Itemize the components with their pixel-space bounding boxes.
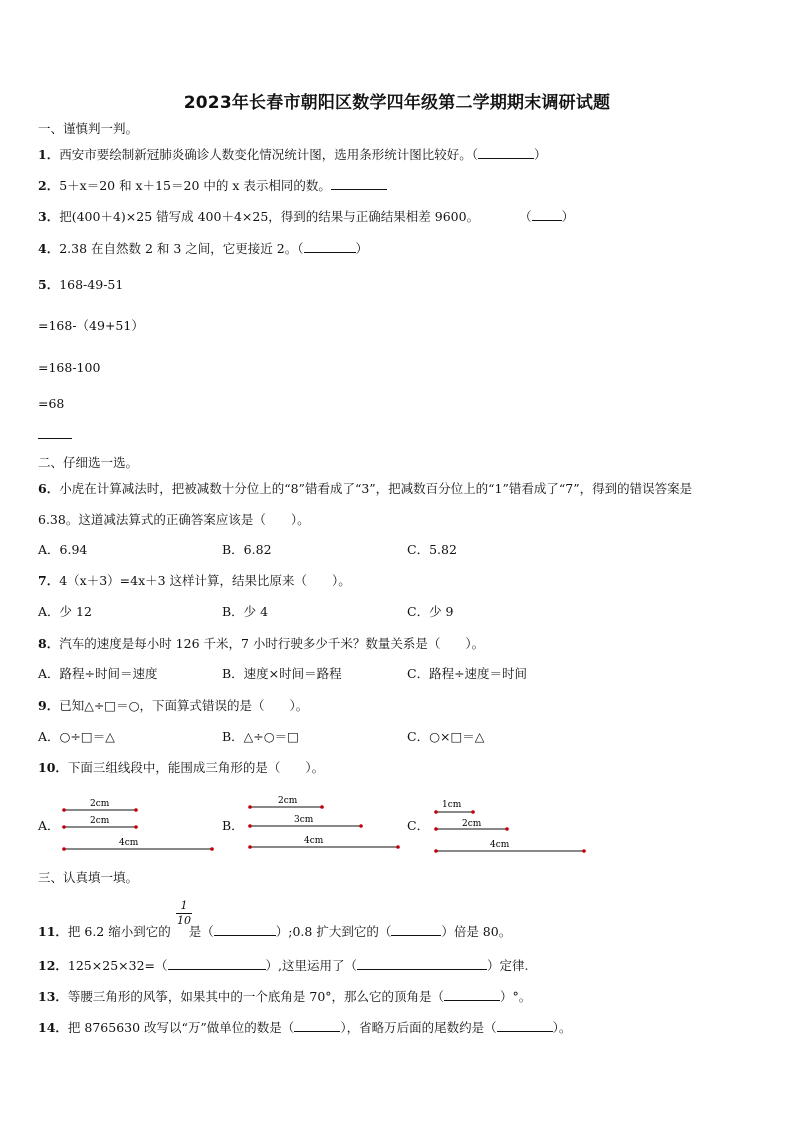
question-number: 13． bbox=[38, 989, 68, 1004]
segment-label: 2cm bbox=[90, 799, 110, 809]
question-12 bbox=[38, 957, 528, 974]
question-text: 2.38 在自然数 2 和 3 之间，它更接近 2。（ bbox=[59, 241, 304, 256]
question-text: 是（ bbox=[188, 924, 214, 939]
answer-blank[interactable] bbox=[532, 208, 562, 221]
option-a[interactable]: A．6.94 bbox=[38, 542, 88, 557]
question-text: ），省略万后面的尾数约是（ bbox=[340, 1020, 497, 1035]
section-heading-2: 二、仔细选一选。 bbox=[38, 455, 139, 470]
option-c[interactable]: C．路程÷速度＝时间 bbox=[407, 666, 528, 681]
question-number: 12． bbox=[38, 958, 68, 973]
calc-line-1: 168-49-51 bbox=[59, 277, 124, 292]
segment-group-a bbox=[62, 799, 214, 851]
question-11 bbox=[38, 923, 511, 940]
question-text: ）。 bbox=[552, 1020, 572, 1035]
question-14 bbox=[38, 1019, 571, 1036]
answer-blank[interactable] bbox=[391, 923, 441, 936]
option-b[interactable]: B．6.82 bbox=[222, 542, 272, 557]
question-number: 11． bbox=[38, 924, 68, 939]
option-b[interactable]: B．速度×时间＝路程 bbox=[222, 666, 342, 681]
segment-label: 2cm bbox=[462, 819, 482, 829]
option-b[interactable]: B．少 4 bbox=[222, 604, 269, 619]
question-6-continued: 6.38。这道减法算式的正确答案应该是（ ）。 bbox=[38, 512, 310, 527]
segment-group-b bbox=[248, 796, 400, 849]
bracket-close: ） bbox=[533, 147, 547, 162]
question-text: 5＋x＝20 和 x＋15＝20 中的 x 表示相同的数。 bbox=[59, 178, 331, 193]
question-text: 汽车的速度是每小时 126 千米，7 小时行驶多少千米？数量关系是（ ）。 bbox=[59, 636, 485, 651]
segment-label: 1cm bbox=[442, 800, 462, 810]
answer-blank[interactable] bbox=[214, 923, 276, 936]
question-number: 1． bbox=[38, 147, 60, 162]
option-a[interactable]: A． bbox=[38, 818, 60, 833]
question-2 bbox=[38, 177, 387, 194]
question-4 bbox=[38, 240, 368, 257]
answer-blank[interactable] bbox=[444, 988, 500, 1001]
bracket-close: ） bbox=[355, 241, 369, 256]
bracket-close: ） bbox=[561, 209, 575, 224]
question-text: 等腰三角形的风筝，如果其中的一个底角是 70°，那么它的顶角是（ bbox=[67, 989, 445, 1004]
section-heading-1: 一、谨慎判一判。 bbox=[38, 121, 139, 136]
question-text: 把(400＋4)×25 错写成 400＋4×25，得到的结果与正确结果相差 9600。 bbox=[59, 209, 480, 224]
question-text: 小虎在计算减法时，把被减数十分位上的“8”错看成了“3”，把减数百分位上的“1”错看成了“7”，得到的错误答案是 bbox=[59, 481, 693, 496]
question-text: 西安市要绘制新冠肺炎确诊人数变化情况统计图，选用条形统计图比较好。（ bbox=[59, 147, 478, 162]
option-b[interactable]: B． bbox=[222, 818, 244, 833]
answer-blank[interactable] bbox=[478, 146, 534, 159]
question-3 bbox=[38, 208, 574, 225]
answer-blank[interactable] bbox=[497, 1019, 553, 1032]
question-1 bbox=[38, 146, 546, 163]
question-text: 4（x＋3）=4x＋3 这样计算，结果比原来（ ）。 bbox=[59, 573, 351, 588]
segment-label: 4cm bbox=[119, 838, 139, 848]
question-number: 8． bbox=[38, 636, 60, 651]
question-5 bbox=[38, 277, 123, 293]
calc-line-3: =168-100 bbox=[38, 360, 101, 375]
option-c[interactable]: C．○×□＝△ bbox=[407, 729, 485, 744]
question-text: 把 6.2 缩小到它的 bbox=[67, 924, 171, 939]
segment-diagrams bbox=[0, 790, 794, 860]
calc-line-4: =68 bbox=[38, 396, 65, 411]
option-a[interactable]: A．路程÷时间＝速度 bbox=[38, 666, 158, 681]
question-7 bbox=[38, 573, 351, 589]
fraction-numerator: 1 bbox=[180, 899, 188, 912]
bracket-open: （ bbox=[519, 209, 532, 224]
segment-label: 3cm bbox=[294, 815, 314, 825]
question-text: 下面三组线段中，能围成三角形的是（ ）。 bbox=[67, 760, 325, 775]
question-9 bbox=[38, 698, 308, 714]
question-5-answer-line[interactable] bbox=[38, 426, 72, 443]
question-number: 10． bbox=[38, 760, 68, 775]
segment-label: 2cm bbox=[90, 816, 110, 826]
question-number: 9． bbox=[38, 698, 60, 713]
option-c[interactable]: C．5.82 bbox=[407, 542, 457, 557]
question-text: 把 8765630 改写以“万”做单位的数是（ bbox=[67, 1020, 295, 1035]
question-10 bbox=[38, 760, 324, 776]
segment-label: 4cm bbox=[490, 840, 510, 850]
question-number: 5． bbox=[38, 277, 60, 292]
question-number: 7． bbox=[38, 573, 60, 588]
question-text: 已知△÷□＝○，下面算式错误的是（ ）。 bbox=[59, 698, 309, 713]
question-text: ）°。 bbox=[500, 989, 532, 1004]
question-number: 2． bbox=[38, 178, 60, 193]
option-b[interactable]: B．△÷○＝□ bbox=[222, 729, 299, 744]
option-a[interactable]: A．○÷□＝△ bbox=[38, 729, 115, 744]
page-title: 2023年长春市朝阳区数学四年级第二学期期末调研试题 bbox=[183, 93, 611, 113]
question-text: ）;0.8 扩大到它的（ bbox=[275, 924, 392, 939]
question-text: ）,这里运用了（ bbox=[265, 958, 357, 973]
question-8 bbox=[38, 636, 484, 652]
option-a[interactable]: A．少 12 bbox=[38, 604, 92, 619]
answer-blank[interactable] bbox=[294, 1019, 340, 1032]
segment-group-c bbox=[434, 800, 586, 853]
calc-line-2: =168-（49+51） bbox=[38, 318, 144, 333]
answer-blank[interactable] bbox=[331, 177, 387, 190]
question-text: ）定律. bbox=[486, 958, 529, 973]
option-c[interactable]: C．少 9 bbox=[407, 604, 454, 619]
question-text: ）倍是 80。 bbox=[441, 924, 512, 939]
answer-blank[interactable] bbox=[357, 957, 487, 970]
answer-blank[interactable] bbox=[168, 957, 266, 970]
question-number: 6． bbox=[38, 481, 60, 496]
segment-label: 4cm bbox=[304, 836, 324, 846]
answer-blank[interactable] bbox=[304, 240, 356, 253]
segment-label: 2cm bbox=[278, 796, 298, 806]
fraction-denominator: 10 bbox=[177, 914, 191, 927]
question-number: 14． bbox=[38, 1020, 68, 1035]
section-heading-3: 三、认真填一填。 bbox=[38, 870, 139, 885]
question-6 bbox=[38, 481, 692, 497]
question-13 bbox=[38, 988, 531, 1005]
question-number: 4． bbox=[38, 241, 60, 256]
question-number: 3． bbox=[38, 209, 60, 224]
option-c[interactable]: C． bbox=[407, 818, 430, 833]
question-text: 125×25×32=（ bbox=[67, 958, 168, 973]
